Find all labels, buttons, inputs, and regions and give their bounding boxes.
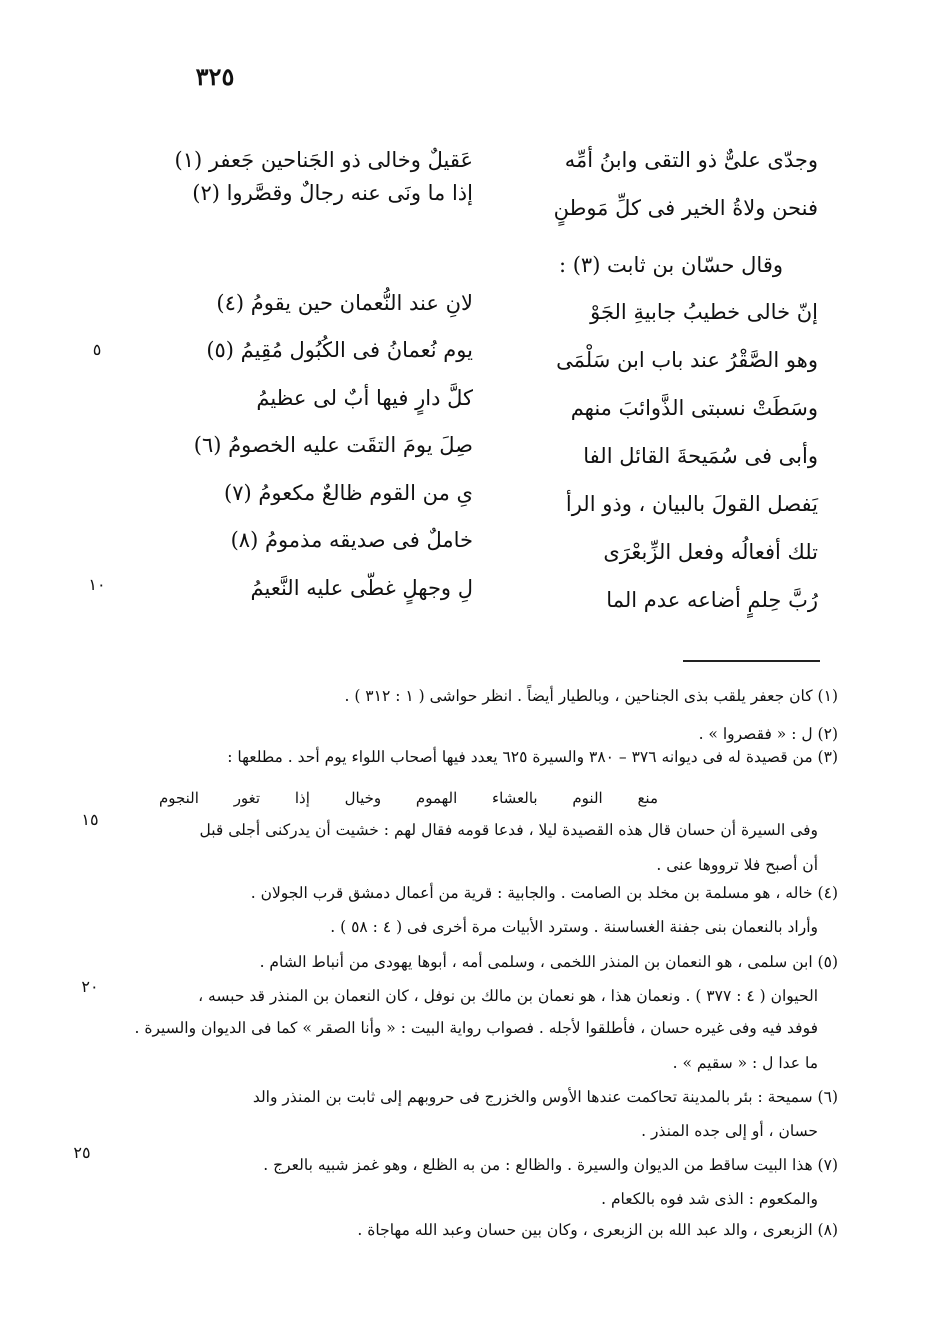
footnote-line: والمكعوم : الذى شد فوه بالكعام .	[601, 1190, 818, 1208]
line-number: ٥	[92, 340, 102, 359]
verse-hemistich-left: عَقيلٌ وخالى ذو الجَناحين جَعفر (١)	[174, 148, 473, 172]
verse-hemistich-left: كلَّ دارٍ فيها أبٌ لى عظيمُ	[256, 386, 473, 410]
verse-hemistich-right: إنّ خالى خطيبُ جابيةِ الجَوْ	[590, 300, 818, 324]
footnote-line: الحيوان ( ٤ : ٣٧٧ ) . ونعمان هذا ، هو نعمان بن مالك بن نوفل ، كان النعمان بن المنذر قد حبسه ،	[198, 987, 818, 1005]
verse-hemistich-right: تلك أفعالُه وفعل الزِّبعْرَى	[603, 540, 818, 564]
footnote-line: ما عدا ل : « سقيم » .	[672, 1054, 818, 1072]
verse-hemistich-left: يوم نُعمانُ فى الكُبُول مُقِيمُ (٥)	[206, 338, 473, 362]
footnote-line: (٦) سميحة : بئر بالمدينة تحاكمت عندها الأوس والخزرج فى حروبهم إلى ثابت بن المنذر والد	[252, 1088, 838, 1106]
footnote-line: (٧) هذا البيت ساقط من الديوان والسيرة . والظالع : من به الظلع ، وهو غمز شبيه بالعرج .	[263, 1156, 838, 1174]
line-number: ٢٠	[81, 977, 99, 996]
footnote-separator	[683, 660, 820, 662]
verse-hemistich-right: وهو الصَّقْرُ عند باب ابن سَلْمَى	[556, 348, 818, 372]
verse-hemistich-right: وأبى فى سُمَيحةَ القائل الفا	[583, 444, 818, 468]
footnote-verse: منع النوم بالعشاء الهموم وخيال إذا تغور النجوم	[158, 789, 658, 807]
verse-hemistich-right: فنحن ولاةُ الخير فى كلِّ مَوطنٍ	[553, 196, 818, 220]
footnote-line: (٥) ابن سلمى ، هو النعمان بن المنذر اللخمى ، وسلمى أمه ، أبوها يهودى من أنباط الشام .	[259, 953, 838, 971]
footnote-line: (٢) ل : « فقصروا » .	[698, 725, 838, 743]
verse-hemistich-left: إذا ما ونَى عنه رجالٌ وقصَّروا (٢)	[192, 181, 473, 205]
footnote-line: وفى السيرة أن حسان قال هذه القصيدة ليلا ، فدعا قومه فقال لهم : خشيت أن يدركنى أجلى قبل	[199, 821, 818, 839]
verse-hemistich-left: صِلَ يومَ التقَت عليه الخصومُ (٦)	[193, 433, 473, 457]
verse-hemistich-left: لِ وجهلٍ غطّى عليه النَّعيمُ	[250, 576, 473, 600]
verse-hemistich-left: لانِ عند النُّعمان حين يقومُ (٤)	[216, 291, 473, 315]
line-number: ٢٥	[73, 1143, 91, 1162]
footnote-line: فوفد فيه وفى غيره حسان ، فأطلقوا لأجله . فصواب رواية البيت : « وأنا الصقر » كما فى الديوان والسيرة .	[134, 1019, 818, 1037]
verse-hemistich-right: رُبَّ حِلمٍ أضاعه عدم الما	[606, 588, 818, 612]
footnote-line: (٨) الزبعرى ، والد عبد الله بن الزبعرى ، وكان بين حسان وعبد الله مهاجاة .	[357, 1221, 838, 1239]
footnote-line: وأراد بالنعمان بنى جفنة الغساسنة . وسترد الأبيات مرة أخرى فى ( ٤ : ٥٨ ) .	[330, 918, 818, 936]
verse-hemistich-left: خاملٌ فى صديقه مذمومُ (٨)	[230, 528, 473, 552]
line-number: ١٥	[81, 810, 99, 829]
footnote-line: أن أصبح فلا ترووها عنى .	[656, 856, 818, 874]
verse-hemistich-left: ىِ من القوم ظالعٌ مكعومُ (٧)	[224, 481, 473, 505]
footnote-line: حسان ، أو إلى جده المنذر .	[641, 1122, 818, 1140]
footnote-line: (١) كان جعفر يلقب بذى الجناحين ، وبالطيار أيضاً . انظر حواشى ( ١ : ٣١٢ ) .	[344, 687, 838, 705]
verse-hemistich-right: وسَطَتْ نسبتى الذَّوائبَ منهم	[570, 396, 818, 420]
footnote-line: (٤) خاله ، هو مسلمة بن مخلد بن الصامت . والجابية : قرية من أعمال دمشق قرب الجولان .	[250, 884, 838, 902]
line-number: ١٠	[88, 575, 106, 594]
verse-hemistich-right: وجدّى علىٌّ ذو التقى وابنُ أمِّه	[564, 148, 818, 172]
poem-intro: وقال حسّان بن ثابت (٣) :	[558, 253, 783, 277]
page-number: ٣٢٥	[195, 62, 235, 91]
footnote-line: (٣) من قصيدة له فى ديوانه ٣٧٦ – ٣٨٠ والسيرة ٦٢٥ يعدد فيها أصحاب اللواء يوم أحد . مطلعها :	[227, 748, 838, 766]
verse-hemistich-right: يَفصل القولَ بالبيان ، وذو الرأ	[565, 492, 818, 516]
